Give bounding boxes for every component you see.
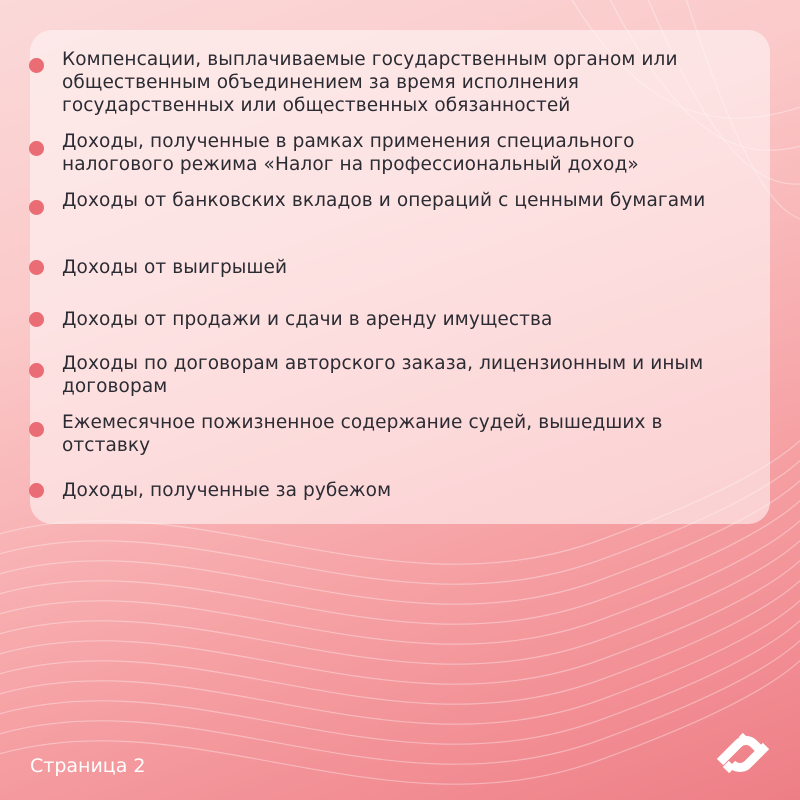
bullet-dot xyxy=(29,363,44,378)
list-item-text: Ежемесячное пожизненное содержание судей, вышедших в отставку xyxy=(62,412,663,456)
list-item-text: Доходы по договорам авторского заказа, лицензионным и иным договорам xyxy=(62,353,704,397)
bullet-dot xyxy=(29,141,44,156)
list-item-text: Доходы от продажи и сдачи в аренду имущества xyxy=(62,309,553,330)
bullet-dot xyxy=(29,200,44,215)
list-item xyxy=(62,411,742,457)
list-item xyxy=(62,189,742,212)
list-item xyxy=(62,130,742,176)
list-item xyxy=(62,479,742,502)
list-item-text: Компенсации, выплачиваемые государственным органом или общественным объединением за время исполнения государственных или общественных обязанностей xyxy=(62,49,678,116)
list-item-text: Доходы, полученные за рубежом xyxy=(62,480,392,501)
list-item xyxy=(62,352,742,398)
sfr-logo-icon xyxy=(712,718,774,780)
bullet-dot xyxy=(29,58,44,73)
list-item xyxy=(62,48,742,117)
list-item xyxy=(62,308,742,331)
bullet-dot xyxy=(29,312,44,327)
bullet-dot xyxy=(29,422,44,437)
bullet-dot xyxy=(29,260,44,275)
list-item-text: Доходы, полученные в рамках применения специального налогового режима «Налог на профессиональный доход» xyxy=(62,131,639,175)
bullet-dot xyxy=(29,483,44,498)
list-item-text: Доходы от выигрышей xyxy=(62,257,288,278)
page-number-label: Страница 2 xyxy=(30,755,146,777)
list-item-text: Доходы от банковских вкладов и операций с ценными бумагами xyxy=(62,190,706,211)
list-item xyxy=(62,256,742,279)
